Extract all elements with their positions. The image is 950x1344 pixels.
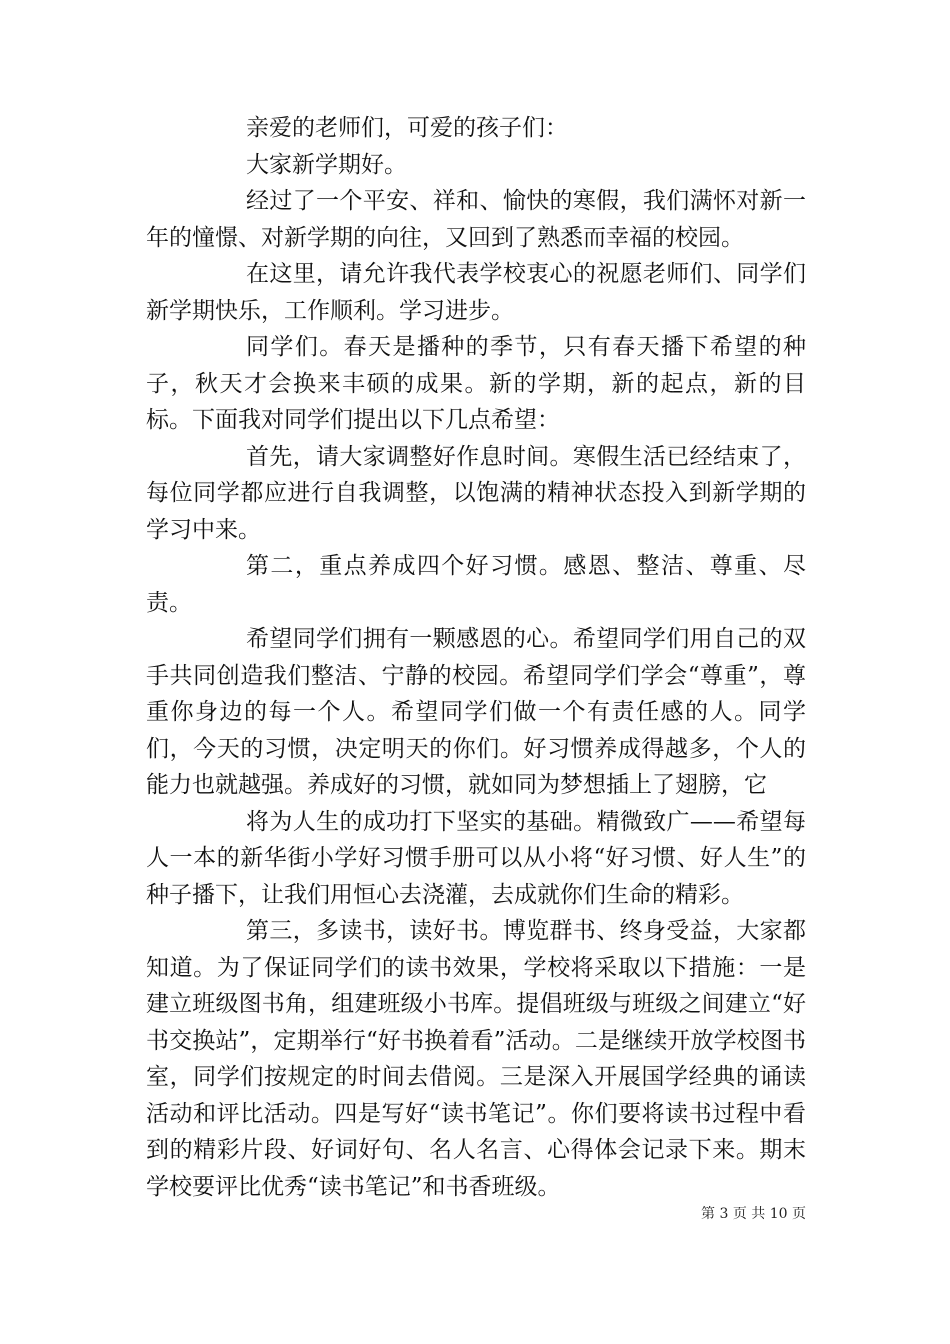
- page-number: 第 3 页 共 10 页: [701, 1206, 806, 1222]
- paragraph-new-term: 大家新学期好。: [246, 151, 407, 178]
- paragraph-spring: 同学们。春天是播种的季节，只有春天播下希望的种子，秋天才会换来丰硕的成果。新的学期，新的起点，新的目标。下面我对同学们提出以下几点希望：: [146, 334, 806, 433]
- paragraph-winter-break: 经过了一个平安、祥和、愉快的寒假，我们满怀对新一年的憧憬、对新学期的向往，又回到了熟悉而幸福的校园。: [146, 188, 806, 251]
- paragraph-habits: 希望同学们拥有一颗感恩的心。希望同学们用自己的双手共同创造我们整洁、宁静的校园。希望同学们学会“尊重”，尊重你身边的每一个人。希望同学们做一个有责任感的人。同学们，今天的习惯，决定明天的你们。好习惯养成得越多，个人的能力也就越强。养成好的习惯，就如同为梦想插上了翅膀，它: [146, 626, 806, 798]
- paragraph-wishes: 在这里，请允许我代表学校衷心的祝愿老师们、同学们新学期快乐，工作顺利。学习进步。: [146, 261, 806, 324]
- paragraph-foundation: 将为人生的成功打下坚实的基础。精微致广——希望每人一本的新华街小学好习惯手册可以从小将“好习惯、好人生”的种子播下，让我们用恒心去浇灌，去成就你们生命的精彩。: [146, 808, 806, 908]
- paragraph-third: 第三，多读书，读好书。博览群书、终身受益，大家都知道。为了保证同学们的读书效果，学校将采取以下措施：一是建立班级图书角，组建班级小书库。提倡班级与班级之间建立“好书交换站”，定期举行“好书换着看”活动。二是继续开放学校图书室，同学们按规定的时间去借阅。三是深入开展国学经典的诵读活动和评比活动。四是写好“读书笔记”。你们要将读书过程中看到的精彩片段、好词好句、名人名言、心得体会记录下来。期末学校要评比优秀“读书笔记”和书香班级。: [146, 918, 806, 1200]
- paragraph-second: 第二，重点养成四个好习惯。感恩、整洁、尊重、尽责。: [146, 553, 806, 616]
- paragraph-greeting: 亲爱的老师们，可爱的孩子们：: [246, 115, 568, 141]
- document-body: [146, 110, 806, 1205]
- paragraph-first: 首先，请大家调整好作息时间。寒假生活已经结束了，每位同学都应进行自我调整，以饱满的精神状态投入到新学期的学习中来。: [146, 443, 806, 543]
